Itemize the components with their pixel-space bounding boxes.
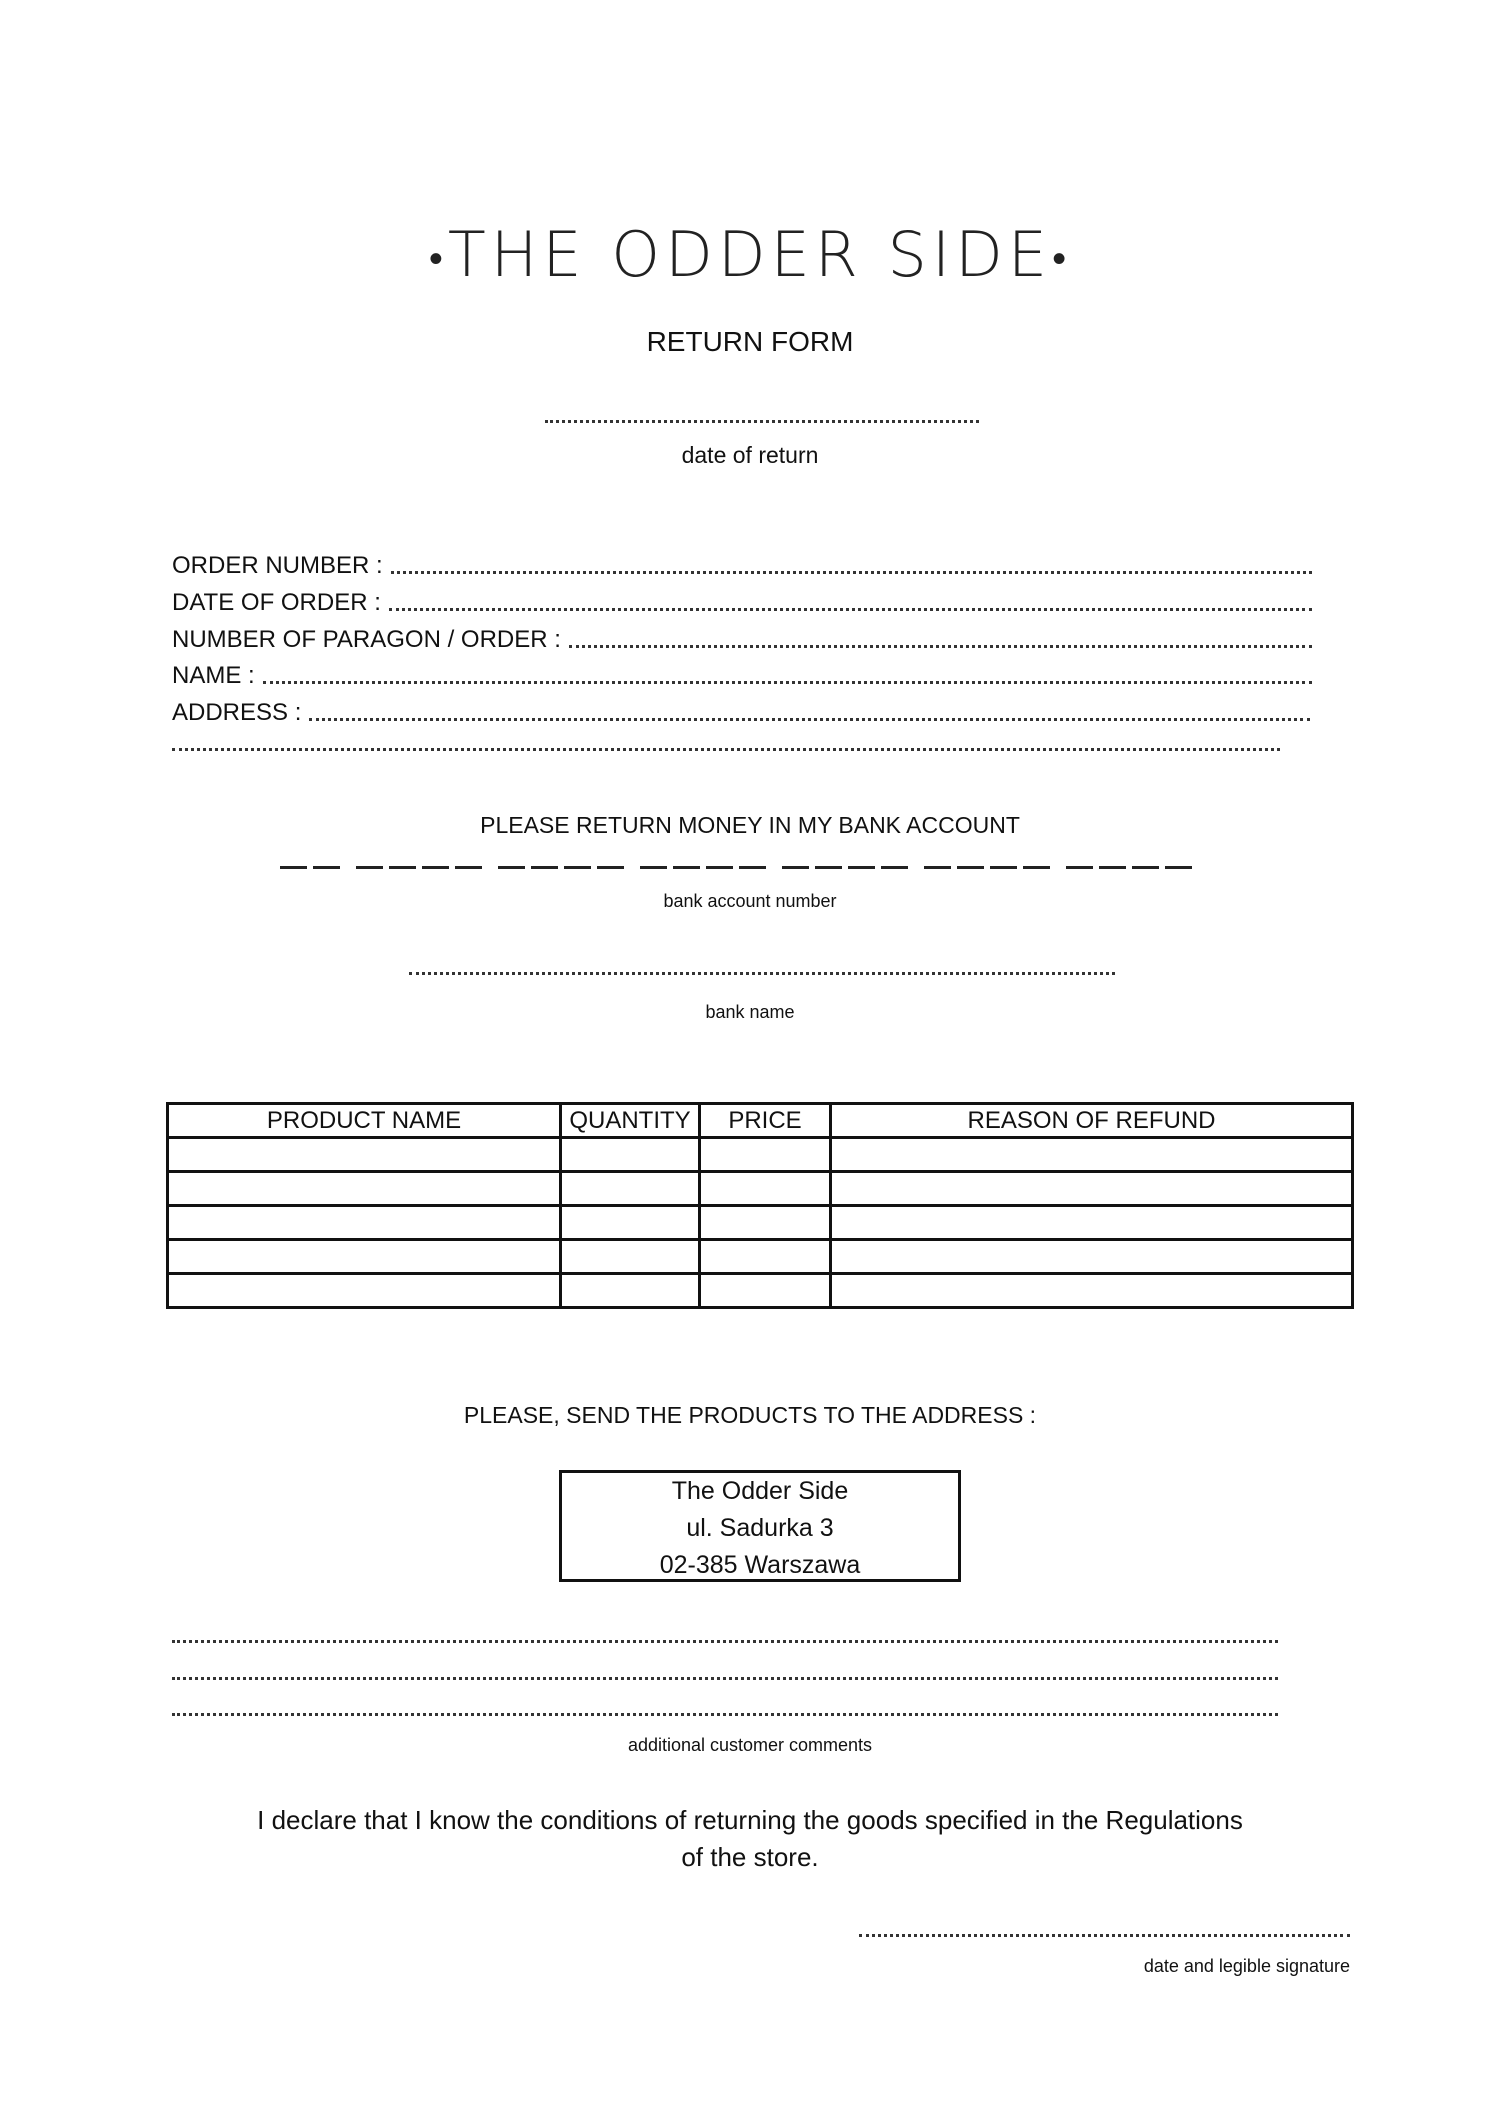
table-row [168,1206,1353,1240]
comment-line-input[interactable] [172,1640,1278,1643]
paragon-number-field[interactable] [172,625,1312,655]
address-input[interactable] [309,718,1310,721]
bank-name-label: bank name [705,1002,795,1022]
paragon-number-input[interactable] [569,645,1312,648]
order-number-field[interactable] [172,551,1312,581]
declaration-line-1: I declare that I know the conditions of returning the goods specified in the Regulations [257,1805,1243,1835]
header-reason: REASON OF REFUND [831,1104,1353,1138]
header-quantity: QUANTITY [561,1104,700,1138]
address-field[interactable] [172,698,1310,728]
cell-reason[interactable] [831,1172,1353,1206]
cell-product-name[interactable] [168,1274,561,1308]
cell-reason[interactable] [831,1206,1353,1240]
bank-heading: PLEASE RETURN MONEY IN MY BANK ACCOUNT [480,812,1020,838]
shipping-heading: PLEASE, SEND THE PRODUCTS TO THE ADDRESS : [463,1402,1037,1428]
comments-label: additional customer comments [627,1735,873,1755]
address-line: The Odder Side [671,1477,849,1505]
header-product-name: PRODUCT NAME [168,1104,561,1138]
bank-account-label: bank account number [663,891,837,911]
cell-price[interactable] [700,1274,831,1308]
date-of-order-field[interactable] [172,588,1312,618]
products-table [166,1102,1354,1309]
bank-name-input[interactable] [409,972,1115,975]
cell-product-name[interactable] [168,1138,561,1172]
date-of-return-input[interactable] [545,420,979,423]
address-line: 02-385 Warszawa [659,1551,861,1579]
comment-line-input[interactable] [172,1713,1278,1716]
cell-quantity[interactable] [561,1240,700,1274]
cell-price[interactable] [700,1172,831,1206]
name-input[interactable] [263,681,1312,684]
cell-quantity[interactable] [561,1138,700,1172]
logo-text: THE ODDER SIDE [447,218,1053,291]
cell-product-name[interactable] [168,1206,561,1240]
cell-quantity[interactable] [561,1172,700,1206]
table-row [168,1172,1353,1206]
cell-reason[interactable] [831,1274,1353,1308]
field-label: DATE OF ORDER : [172,589,381,616]
order-number-input[interactable] [391,571,1312,574]
table-row [168,1240,1353,1274]
cell-quantity[interactable] [561,1274,700,1308]
table-row [168,1274,1353,1308]
signature-label: date and legible signature [1143,1956,1350,1976]
name-field[interactable] [172,661,1312,691]
date-of-return-label: date of return [681,442,819,468]
cell-quantity[interactable] [561,1206,700,1240]
address-line: ul. Sadurka 3 [686,1514,834,1542]
cell-price[interactable] [700,1240,831,1274]
field-label: NAME : [172,662,255,689]
brand-logo: •THE ODDER SIDE• [428,218,1072,291]
cell-price[interactable] [700,1138,831,1172]
table-header-row [168,1104,1353,1138]
declaration-line-2: of the store. [681,1842,819,1872]
cell-price[interactable] [700,1206,831,1240]
address-line-2-input[interactable] [172,748,1280,751]
table-row [168,1138,1353,1172]
cell-product-name[interactable] [168,1240,561,1274]
page-title: RETURN FORM [646,326,854,357]
field-label: ADDRESS : [172,699,302,726]
cell-reason[interactable] [831,1138,1353,1172]
return-address-box [559,1470,961,1582]
signature-input[interactable] [859,1934,1350,1937]
cell-product-name[interactable] [168,1172,561,1206]
comment-line-input[interactable] [172,1677,1278,1680]
date-of-order-input[interactable] [389,608,1312,611]
field-label: ORDER NUMBER : [172,552,383,579]
cell-reason[interactable] [831,1240,1353,1274]
bank-account-number-input[interactable] [280,866,1192,869]
header-price: PRICE [700,1104,831,1138]
field-label: NUMBER OF PARAGON / ORDER : [172,626,561,653]
